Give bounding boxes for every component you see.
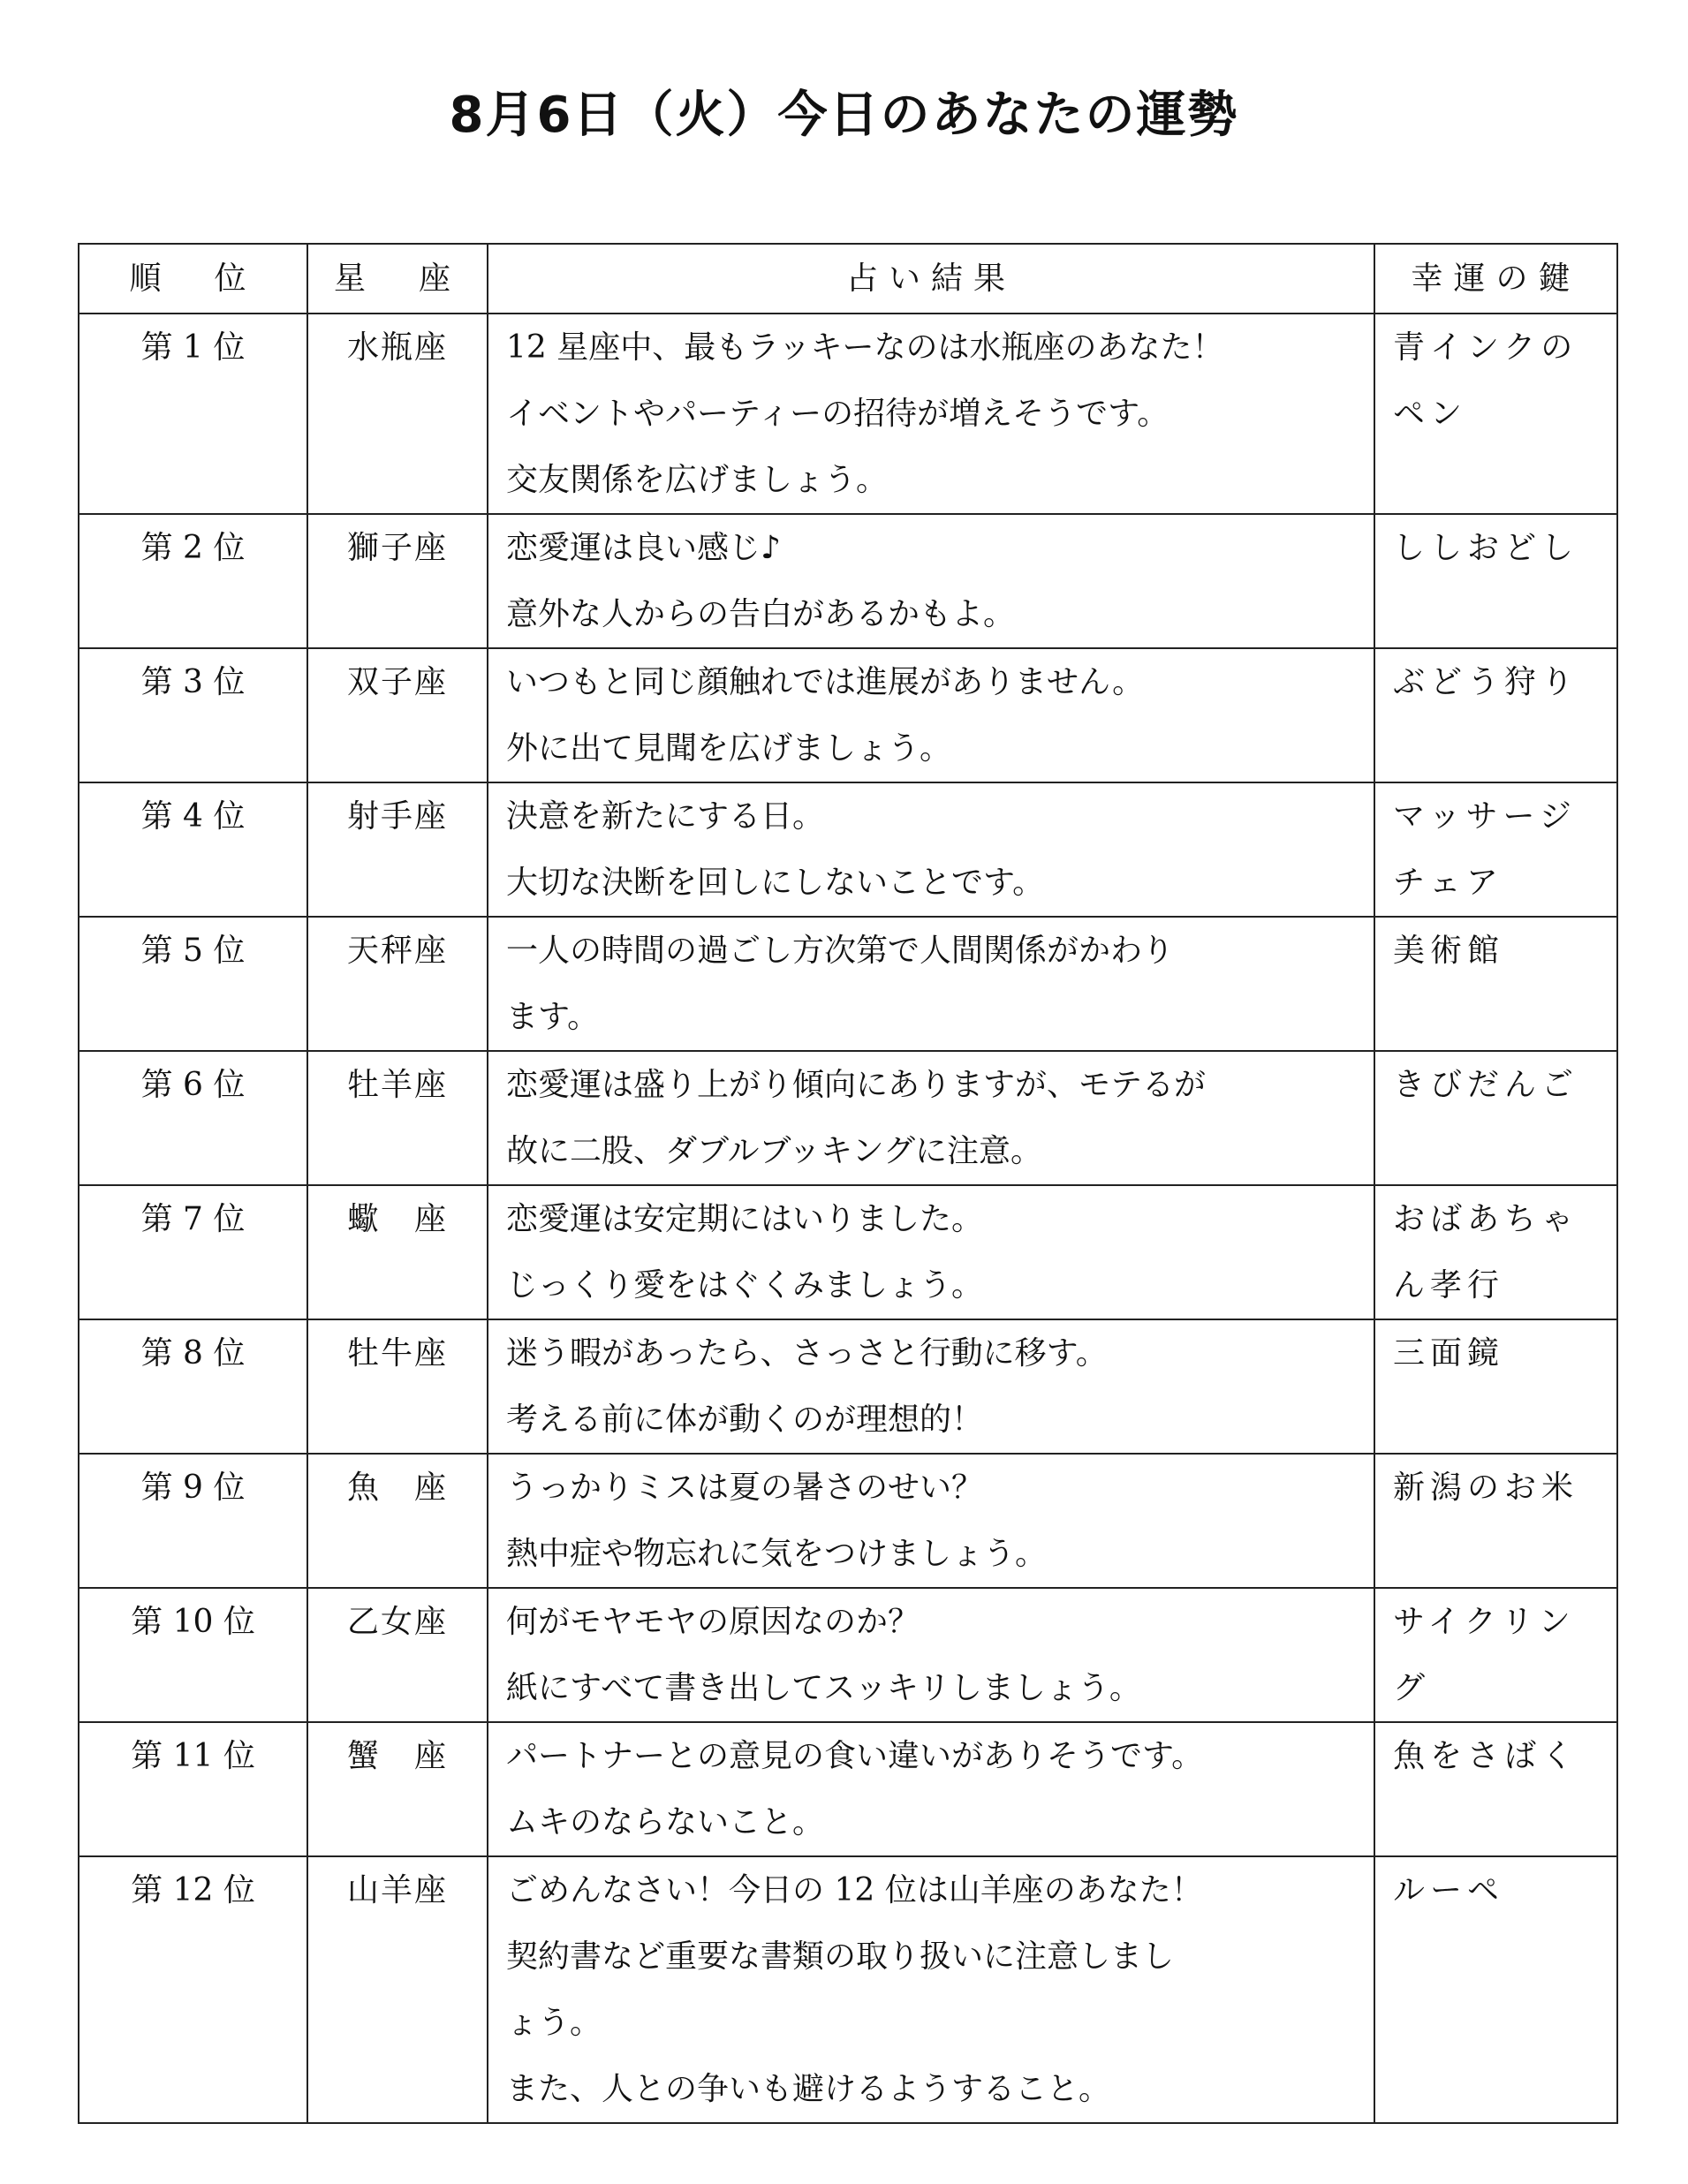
fortune-result-cell: [488, 1319, 1374, 1454]
lucky-key-line: 美術館: [1393, 933, 1505, 969]
zodiac-sign-cell: 獅子座: [307, 514, 488, 648]
lucky-key-line: ししおどし: [1393, 530, 1579, 566]
zodiac-sign-cell: 牡羊座: [307, 1051, 488, 1185]
fortune-result-line: 恋愛運は安定期にはいりました。: [506, 1201, 984, 1237]
header-rank: 順 位: [79, 244, 307, 314]
lucky-key-cell: [1374, 1856, 1617, 2123]
lucky-key-line: ぶどう狩り: [1393, 664, 1579, 700]
page-title: 8月6日（火）今日のあなたの運勢: [449, 87, 1239, 144]
rank-cell: 第 5 位: [79, 917, 307, 1051]
rank-cell: 第 6 位: [79, 1051, 307, 1185]
fortune-result-line: 交友関係を広げましょう。: [506, 462, 889, 498]
zodiac-sign-cell: 水瓶座: [307, 314, 488, 514]
fortune-result-line: じっくり愛をはぐくみましょう。: [506, 1267, 984, 1304]
table-row: [79, 1319, 1617, 1454]
table-row: [79, 1454, 1617, 1588]
lucky-key-line: 青インクの: [1393, 329, 1578, 366]
lucky-key-cell: [1374, 1454, 1617, 1588]
zodiac-sign-cell: 魚 座: [307, 1454, 488, 1588]
table-row: [79, 1588, 1617, 1722]
lucky-key-line: おばあちゃ: [1393, 1201, 1579, 1237]
lucky-key-cell: [1374, 1722, 1617, 1856]
fortune-result-line: ムキのならないこと。: [506, 1804, 825, 1840]
table-row: [79, 1051, 1617, 1185]
rank-cell: 第 9 位: [79, 1454, 307, 1588]
rank-cell: 第 11 位: [79, 1722, 307, 1856]
fortune-result-cell: [488, 1588, 1374, 1722]
table-row: [79, 1185, 1617, 1319]
table-row: [79, 782, 1617, 917]
fortune-result-line: 考える前に体が動くのが理想的！: [506, 1402, 984, 1438]
zodiac-sign-cell: 蠍 座: [307, 1185, 488, 1319]
fortune-result-line: 熱中症や物忘れに気をつけましょう。: [506, 1536, 1048, 1572]
fortune-table: [78, 243, 1618, 2124]
header-row: [79, 244, 1617, 314]
fortune-result-line: 大切な決断を回しにしないことです。: [506, 865, 1045, 901]
fortune-result-line: ます。: [506, 999, 600, 1035]
lucky-key-line: きびだんご: [1393, 1067, 1579, 1103]
fortune-result-line: 意外な人からの告白があるかもよ。: [506, 596, 1016, 632]
fortune-result-cell: [488, 1051, 1374, 1185]
rank-cell: 第 7 位: [79, 1185, 307, 1319]
lucky-key-line: チェア: [1393, 865, 1503, 901]
table-row: [79, 648, 1617, 782]
table-row: [79, 1856, 1617, 2123]
fortune-result-cell: [488, 1185, 1374, 1319]
lucky-key-cell: [1374, 648, 1617, 782]
fortune-result-cell: [488, 314, 1374, 514]
fortune-result-cell: [488, 782, 1374, 917]
table-body: [79, 314, 1617, 2123]
fortune-result-line: 外に出て見聞を広げましょう。: [506, 730, 952, 767]
fortune-result-line: 決意を新たにする日。: [506, 798, 825, 835]
fortune-result-cell: [488, 1454, 1374, 1588]
lucky-key-cell: [1374, 314, 1617, 514]
fortune-result-line: 恋愛運は良い感じ♪: [506, 530, 781, 566]
fortune-result-line: うっかりミスは夏の暑さのせい？: [506, 1470, 984, 1506]
lucky-key-line: サイクリン: [1393, 1604, 1576, 1640]
table-row: [79, 514, 1617, 648]
lucky-key-cell: [1374, 514, 1617, 648]
lucky-key-line: グ: [1393, 1670, 1431, 1706]
zodiac-sign-cell: 牡牛座: [307, 1319, 488, 1454]
fortune-result-line: 12 星座中、最もラッキーなのは水瓶座のあなた！: [506, 329, 1224, 366]
fortune-result-cell: [488, 648, 1374, 782]
lucky-key-line: ペン: [1393, 396, 1468, 432]
fortune-result-line: 迷う暇があったら、さっさと行動に移す。: [506, 1335, 1108, 1372]
zodiac-sign-cell: 天秤座: [307, 917, 488, 1051]
fortune-result-line: 故に二股、ダブルブッキングに注意。: [506, 1133, 1042, 1169]
rank-cell: 第 1 位: [79, 314, 307, 514]
fortune-result-line: イベントやパーティーの招待が増えそうです。: [506, 396, 1169, 432]
fortune-result-line: 紙にすべて書き出してスッキリしましょう。: [506, 1670, 1141, 1706]
lucky-key-line: ルーペ: [1393, 1872, 1505, 1908]
zodiac-sign-cell: 山羊座: [307, 1856, 488, 2123]
header-sign: 星 座: [307, 244, 488, 314]
fortune-result-line: ょう。: [506, 2005, 602, 2041]
zodiac-sign-cell: 射手座: [307, 782, 488, 917]
rank-cell: 第 3 位: [79, 648, 307, 782]
lucky-key-cell: [1374, 1051, 1617, 1185]
lucky-key-line: 三面鏡: [1393, 1335, 1505, 1372]
zodiac-sign-cell: 乙女座: [307, 1588, 488, 1722]
lucky-key-cell: [1374, 1588, 1617, 1722]
lucky-key-cell: [1374, 1185, 1617, 1319]
fortune-result-line: 一人の時間の過ごし方次第で人間関係がかわり: [506, 933, 1175, 969]
fortune-result-cell: [488, 1856, 1374, 2123]
rank-cell: 第 4 位: [79, 782, 307, 917]
rank-cell: 第 2 位: [79, 514, 307, 648]
lucky-key-line: ん孝行: [1393, 1267, 1505, 1304]
rank-cell: 第 10 位: [79, 1588, 307, 1722]
lucky-key-cell: [1374, 917, 1617, 1051]
lucky-key-line: 新潟のお米: [1393, 1470, 1579, 1506]
header-lucky-key: 幸運の鍵: [1374, 244, 1617, 314]
fortune-result-line: また、人との争いも避けるようすること。: [506, 2071, 1111, 2107]
header-result: 占い結果: [488, 244, 1374, 314]
fortune-result-line: いつもと同じ顔触れでは進展がありません。: [506, 664, 1145, 700]
table-row: [79, 314, 1617, 514]
zodiac-sign-cell: 蟹 座: [307, 1722, 488, 1856]
lucky-key-line: マッサージ: [1393, 798, 1577, 835]
fortune-result-line: パートナーとの意見の食い違いがありそうです。: [506, 1738, 1204, 1774]
lucky-key-cell: [1374, 782, 1617, 917]
rank-cell: 第 8 位: [79, 1319, 307, 1454]
lucky-key-line: 魚をさばく: [1393, 1738, 1579, 1774]
rank-cell: 第 12 位: [79, 1856, 307, 2123]
table-row: [79, 917, 1617, 1051]
fortune-result-cell: [488, 514, 1374, 648]
fortune-result-line: 恋愛運は盛り上がり傾向にありますが、モテるが: [506, 1067, 1207, 1103]
fortune-result-line: ごめんなさい！今日の 12 位は山羊座のあなた！: [506, 1872, 1203, 1908]
fortune-result-cell: [488, 1722, 1374, 1856]
fortune-result-cell: [488, 917, 1374, 1051]
lucky-key-cell: [1374, 1319, 1617, 1454]
table-row: [79, 1722, 1617, 1856]
fortune-result-line: 契約書など重要な書類の取り扱いに注意しまし: [506, 1938, 1175, 1975]
fortune-result-line: 何がモヤモヤの原因なのか？: [506, 1604, 920, 1640]
zodiac-sign-cell: 双子座: [307, 648, 488, 782]
